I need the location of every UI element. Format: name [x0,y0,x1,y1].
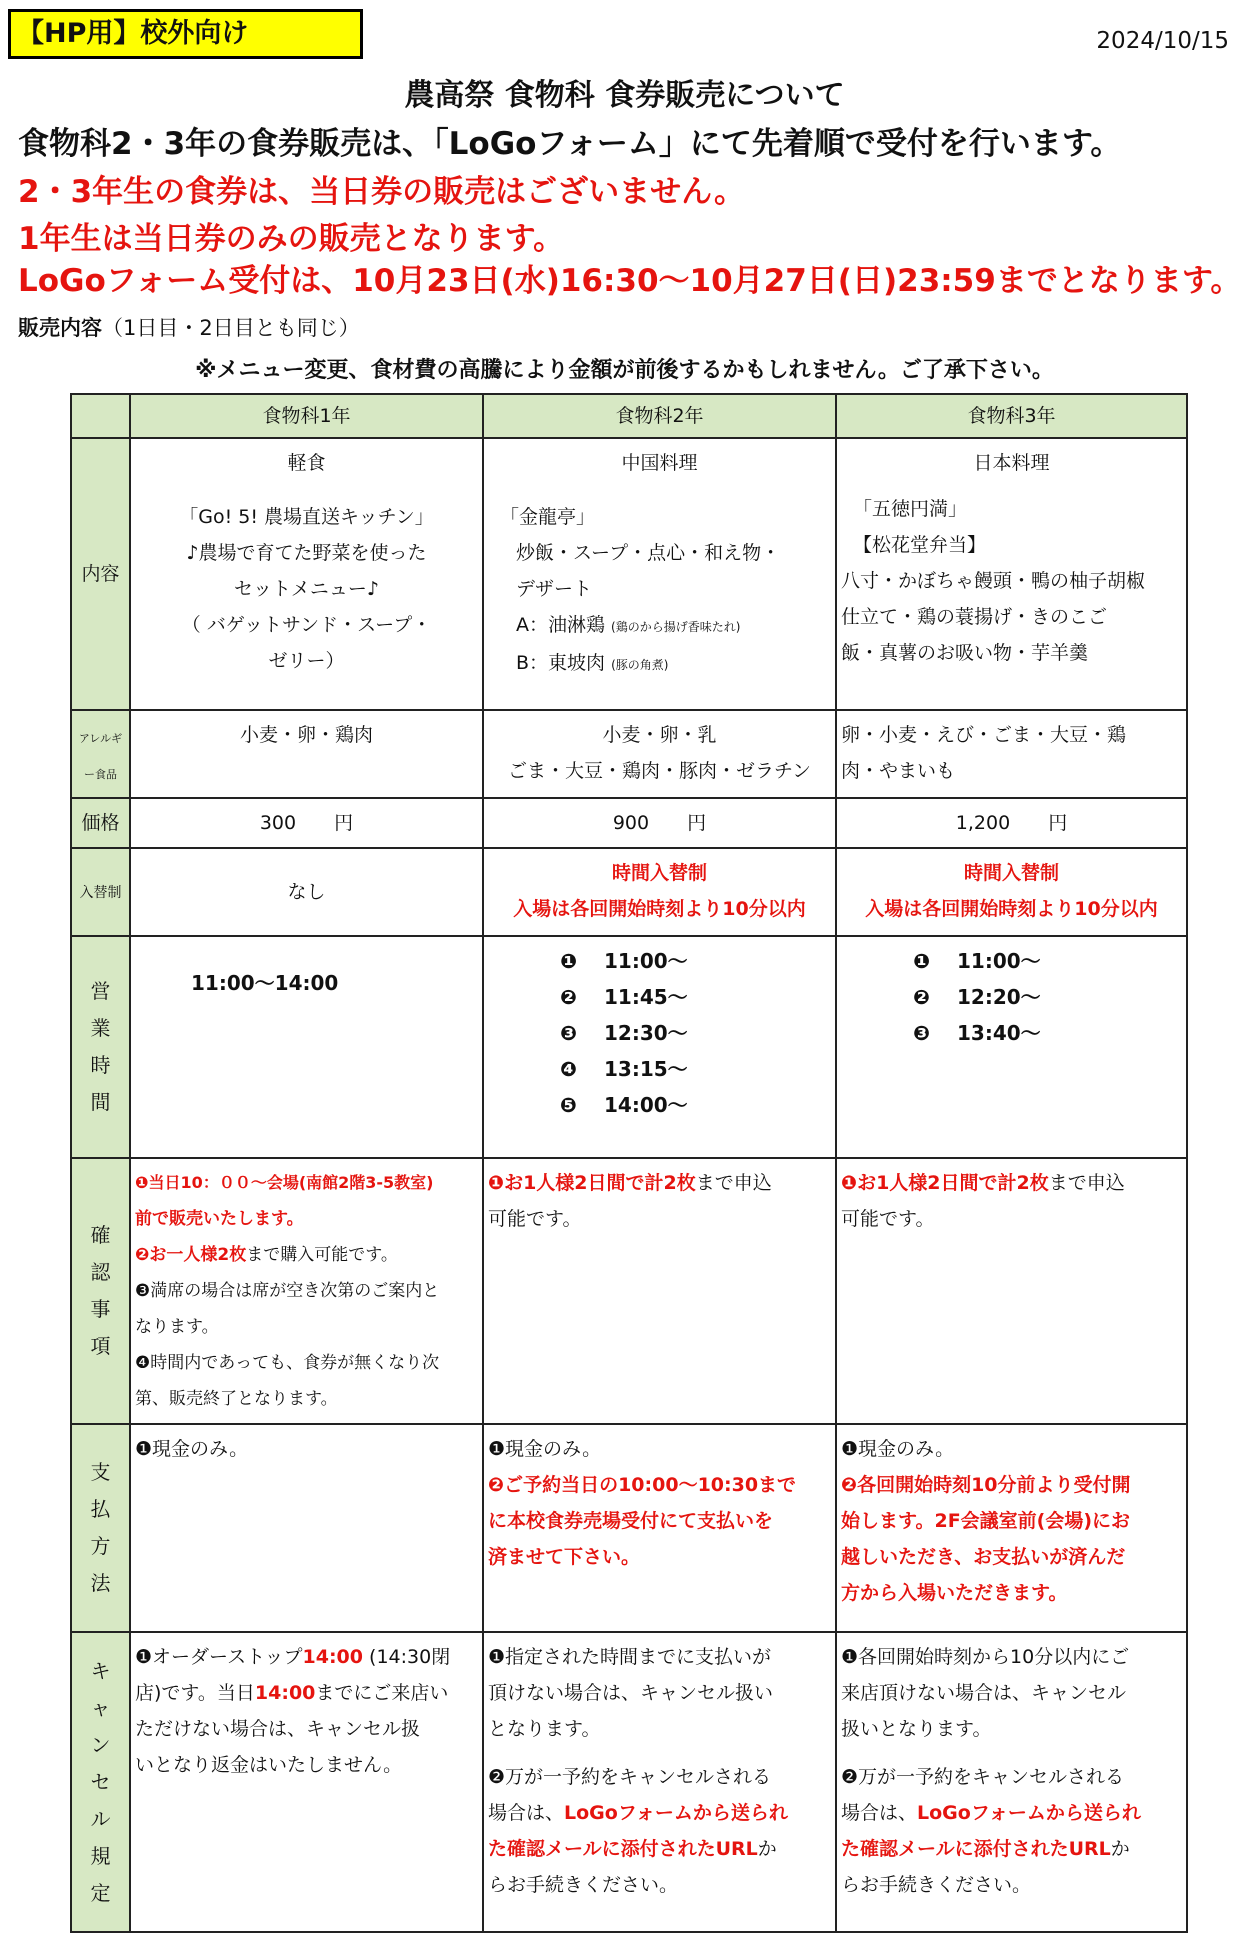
payment-row [71,1424,1187,1632]
cancel-row [71,1632,1187,1932]
notice-line-1: 2・3年生の食券は、当日券の販売はございません。 [18,174,745,210]
content-year1: 軽食 「Go! 5! 農場直送キッチン」 ♪農場で育てた野菜を使った セットメニュー♪ （ バゲットサンド・スープ・ ゼリー） [130,438,483,710]
confirm-row [71,1158,1187,1424]
slot-y2-2: ❷ 11:45～ [560,985,688,1009]
allergy-year1: 小麦・卵・鶏肉 [130,710,483,798]
slot-y2-4: ❹ 13:15～ [560,1057,688,1081]
header-year2: 食物科2年 [483,394,836,438]
notice-line-2: 1年生は当日券のみの販売となります。 [18,221,565,257]
notice-line-3: LoGoフォーム受付は、10月23日(水)16:30～10月27日(日)23:59までとなります。 [18,263,1242,299]
allergy-row [71,710,1187,798]
label-hours: 営業時間 [71,936,130,1158]
payment-year1: ❶現金のみ。 [130,1424,483,1632]
label-payment: 支払方法 [71,1424,130,1632]
payment-year3: ❶現金のみ。 ❷各回開始時刻10分前より受付開 始します。2F会議室前(会場)にお 越しいただき、お支払いが済んだ 方から入場いただきます。 [836,1424,1187,1632]
price-year2: 900 円 [483,798,836,848]
hours-year3 [836,936,1187,1158]
page-title: 農高祭 食物科 食券販売について [404,78,845,113]
label-allergy: アレルギー食品 [71,710,130,798]
header-blank [71,394,130,438]
confirm-year3: ❶お1人様2日間で計2枚まで申込 可能です。 [836,1158,1187,1424]
confirm-year2: ❶お1人様2日間で計2枚まで申込 可能です。 [483,1158,836,1424]
subtitle: 販売内容（1日目・2日目とも同じ） [18,316,360,340]
label-price: 価格 [71,798,130,848]
slot-y2-1: ❶ 11:00～ [560,949,688,973]
issue-date: 2024/10/15 [1096,28,1229,54]
slot-y2-5: ❺ 14:00～ [560,1093,688,1117]
cancel-year2: ❶指定された時間までに支払いが 頂けない場合は、キャンセル扱い となります。 ❷万が一予約をキャンセルされる 場合は、LoGoフォームから送られ た確認メールに添付されたURLか らお手続きください。 [483,1632,836,1932]
slot-y2-3: ❸ 12:30～ [560,1021,688,1045]
label-cancel: キャンセル規定 [71,1632,130,1932]
cancel-year1: ❶オーダーストップ14:00 (14:30閉 店)です。当日14:00までにご来店い ただけない場合は、キャンセル扱 いとなり返金はいたしません。 [130,1632,483,1932]
content-year3: 日本料理 「五徳円満」 【松花堂弁当】 八寸・かぼちゃ饅頭・鴨の柚子胡椒 仕立て・鶏の蓑揚げ・きのこご 飯・真薯のお吸い物・芋羊羹 [836,438,1187,710]
content-row [71,438,1187,710]
cancel-year3: ❶各回開始時刻から10分以内にご 来店頂けない場合は、キャンセル 扱いとなります。 ❷万が一予約をキャンセルされる 場合は、LoGoフォームから送られ た確認メールに添付されたURLか らお手続きください。 [836,1632,1187,1932]
content-year2: 中国料理 「金龍亭」 炒飯・スープ・点心・和え物・ デザート A：油淋鶏 (鶏のから揚げ香味たれ) B：東坡肉 (豚の角煮) [483,438,836,710]
header-year3: 食物科3年 [836,394,1187,438]
header-year1: 食物科1年 [130,394,483,438]
slot-y3-1: ❶ 11:00～ [913,949,1041,973]
rotation-row [71,848,1187,936]
allergy-year2: 小麦・卵・乳 ごま・大豆・鶏肉・豚肉・ゼラチン [483,710,836,798]
allergy-year3: 卵・小麦・えび・ごま・大豆・鶏 肉・やまいも [836,710,1187,798]
label-content: 内容 [71,438,130,710]
price-row [71,798,1187,848]
confirm-year1: ❶当日10：００～会場(南館2階3-5教室) 前で販売いたします。 ❷お一人様2枚まで購入可能です。 ❸満席の場合は席が空き次第のご案内と なります。 ❹時間内であっても、食券が無くなり次 第、販売終了となります。 [130,1158,483,1424]
label-confirm: 確認事項 [71,1158,130,1424]
lead-text: 食物科2・3年の食券販売は、「LoGoフォーム」にて先着順で受付を行います。 [18,126,1122,162]
slot-y3-2: ❷ 12:20～ [913,985,1041,1009]
hours-row [71,936,1187,1158]
hours-year1: 11:00～14:00 [130,936,483,1158]
hours-year2 [483,936,836,1158]
header-row [71,394,1187,438]
price-year3: 1,200 円 [836,798,1187,848]
menu-table [70,393,1188,1933]
rotation-year3: 時間入替制 入場は各回開始時刻より10分以内 [836,848,1187,936]
price-note: ※メニュー変更、食材費の高騰により金額が前後するかもしれません。ご了承下さい。 [195,358,1054,383]
slot-y3-3: ❸ 13:40～ [913,1021,1041,1045]
rotation-year2: 時間入替制 入場は各回開始時刻より10分以内 [483,848,836,936]
hp-badge: 【HP用】校外向け [8,9,363,59]
payment-year2: ❶現金のみ。 ❷ご予約当日の10:00～10:30まで に本校食券売場受付にて支払いを 済ませて下さい。 [483,1424,836,1632]
label-rotation: 入替制 [71,848,130,936]
rotation-year1: なし [130,848,483,936]
price-year1: 300 円 [130,798,483,848]
